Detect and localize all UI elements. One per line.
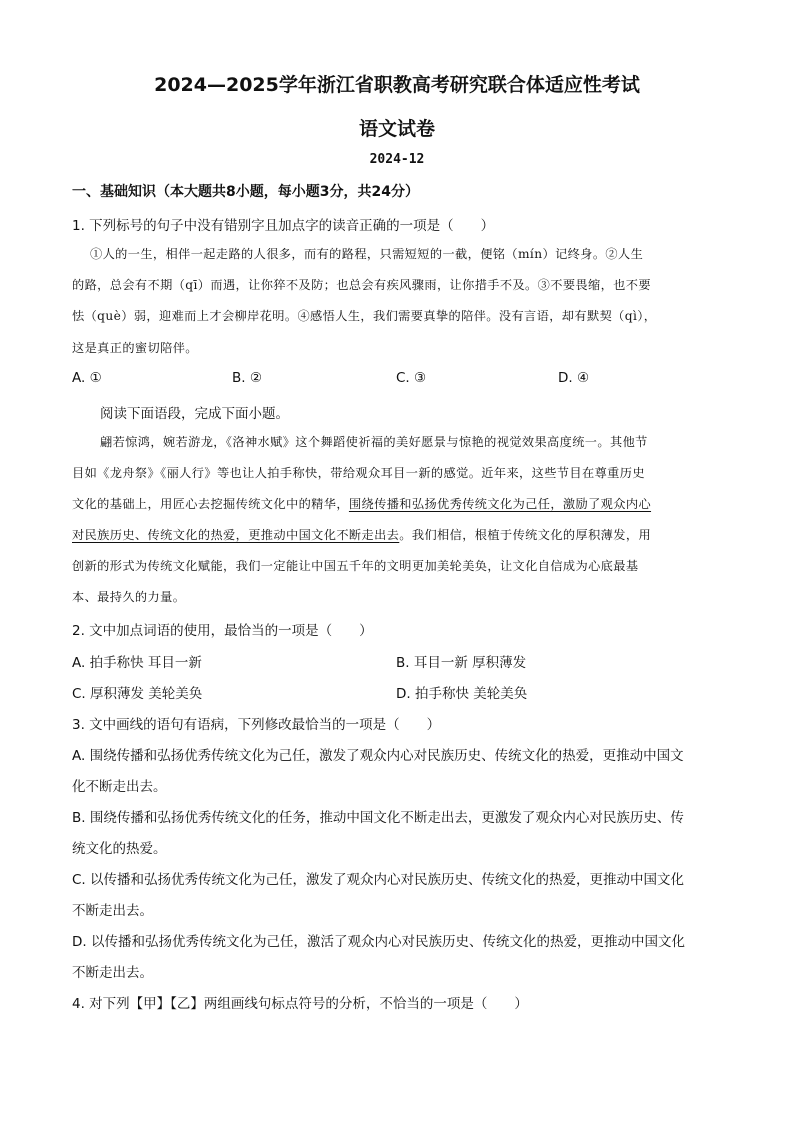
q2-option-d: D. 拍手称快 美轮美奂 (396, 686, 528, 702)
q1-text-line: ①人的一生，相伴一起走路的人很多，而有的路程，只需短短的一截，便铭（mín）记终身。②人生 (90, 247, 644, 261)
question-4-stem: 4. 对下列【甲】【乙】两组画线句标点符号的分析，不恰当的一项是（ ） (72, 996, 528, 1012)
exam-title: 2024—2025学年浙江省职教高考研究联合体适应性考试 (154, 74, 640, 96)
reading-intro: 阅读下面语段，完成下面小题。 (100, 406, 289, 422)
exam-subject: 语文试卷 (358, 118, 435, 140)
q3-option-d-cont: 不断走出去。 (72, 965, 153, 981)
reading-text: 。我们相信，根植于传统文化的厚积薄发，用 (399, 528, 652, 542)
exam-date: 2024-12 (369, 152, 425, 167)
q1-text-line: 怯（què）弱，迎难而上才会柳岸花明。④感悟人生，我们需要真挚的陪伴。没有言语，却有默契（qì）， (72, 309, 657, 323)
question-2-stem: 2. 文中加点词语的使用，最恰当的一项是（ ） (72, 623, 373, 639)
section-heading: 一、基础知识（本大题共8小题，每小题3分，共24分） (72, 184, 419, 200)
question-3-stem: 3. 文中画线的语句有语病，下列修改最恰当的一项是（ ） (72, 717, 441, 733)
q3-option-d: D. 以传播和弘扬优秀传统文化为己任，激活了观众内心对民族历史、传统文化的热爱，更推动中国文化 (72, 934, 685, 950)
q1-option-d: D. ④ (558, 370, 590, 386)
reading-line-4 (72, 526, 722, 543)
q2-option-b: B. 耳目一新 厚积薄发 (396, 655, 527, 671)
q1-option-c: C. ③ (396, 370, 427, 386)
q3-option-a: A. 围绕传播和弘扬优秀传统文化为己任，激发了观众内心对民族历史、传统文化的热爱，更推动中国文 (72, 748, 684, 764)
q1-text-line: 这是真正的蜜切陪伴。 (72, 341, 198, 355)
q1-option-a: A. ① (72, 370, 102, 386)
q1-option-b: B. ② (232, 370, 262, 386)
underlined-sentence: 对民族历史、传统文化的热爱，更推动中国文化不断走出去 (72, 528, 400, 542)
underlined-sentence: 围绕传播和弘扬优秀传统文化为己任，激励了观众内心 (348, 497, 652, 511)
q3-option-c-cont: 不断走出去。 (72, 903, 153, 919)
q2-option-c: C. 厚积薄发 美轮美奂 (72, 686, 203, 702)
reading-line: 本、最持久的力量。 (72, 590, 186, 604)
reading-text: 文化的基础上，用匠心去挖掘传统文化中的精华， (72, 497, 349, 511)
q3-option-b: B. 围绕传播和弘扬优秀传统文化的任务，推动中国文化不断走出去，更激发了观众内心对民族历史、传 (72, 810, 684, 826)
q2-option-a: A. 拍手称快 耳目一新 (72, 655, 202, 671)
reading-line-3 (72, 495, 722, 512)
q3-option-c: C. 以传播和弘扬优秀传统文化为己任，激发了观众内心对民族历史、传统文化的热爱，更推动中国文化 (72, 872, 685, 888)
reading-line: 目如《龙舟祭》《丽人行》等也让人拍手称快，带给观众耳目一新的感觉。近年来，这些节目在尊重历史 (72, 466, 645, 480)
reading-line: 翩若惊鸿，婉若游龙，《洛神水赋》这个舞蹈使祈福的美好愿景与惊艳的视觉效果高度统一。其他节 (100, 435, 648, 449)
reading-line: 创新的形式为传统文化赋能，我们一定能让中国五千年的文明更加美轮美奂，让文化自信成为心底最基 (72, 559, 639, 573)
q1-text-line: 的路，总会有不期（qī）而遇，让你猝不及防；也总会有疾风骤雨，让你措手不及。③不要畏缩，也不要 (72, 278, 651, 292)
question-1-stem: 1. 下列标号的句子中没有错别字且加点字的读音正确的一项是（ ） (72, 218, 495, 234)
q3-option-b-cont: 统文化的热爱。 (72, 841, 167, 857)
q3-option-a-cont: 化不断走出去。 (72, 779, 167, 795)
